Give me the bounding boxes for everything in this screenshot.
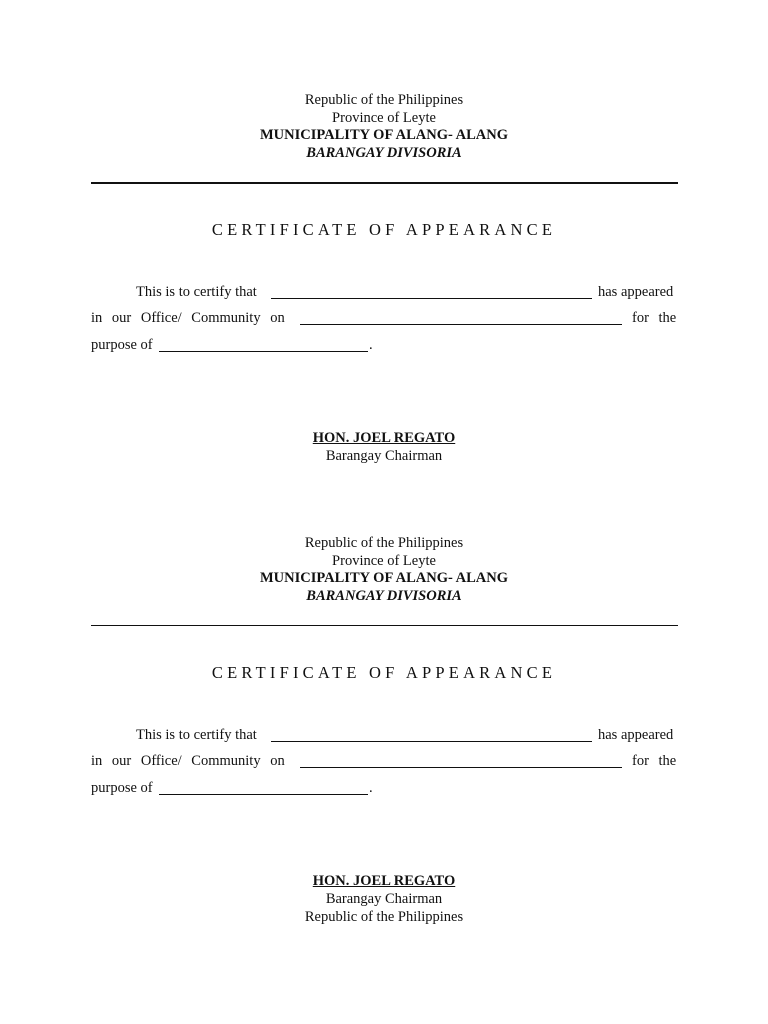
header-province: Province of Leyte: [332, 109, 436, 126]
signatory-name: HON. JOEL REGATO: [312, 430, 456, 446]
header-municipality: MUNICIPALITY OF ALANG- ALANG: [260, 127, 508, 143]
certificate-1: [0, 92, 768, 464]
header-province: Province of Leyte: [332, 552, 436, 569]
signatory-position: Barangay Chairman: [325, 448, 443, 464]
body-intro: This is to certify that: [136, 727, 257, 743]
body-intro: This is to certify that: [136, 284, 257, 300]
body-for-the: for the: [632, 310, 677, 326]
body-for-the: for the: [632, 753, 677, 769]
header-divider: [91, 625, 678, 626]
header-barangay: BARANGAY DIVISORIA: [306, 144, 462, 161]
header-divider: [91, 182, 678, 184]
header-municipality: MUNICIPALITY OF ALANG- ALANG: [260, 570, 508, 586]
purpose-blank: [159, 780, 368, 795]
purpose-blank: [159, 337, 368, 352]
date-blank: [300, 310, 622, 325]
date-blank: [300, 753, 622, 768]
signature-block: [0, 429, 768, 465]
header-barangay: BARANGAY DIVISORIA: [306, 587, 462, 604]
name-blank: [271, 727, 592, 742]
body-purpose-of: purpose of: [91, 780, 153, 796]
certificate-header: [0, 535, 768, 605]
signatory-footer: Republic of the Philippines: [304, 909, 464, 925]
body-has-appeared: has appeared: [598, 284, 674, 300]
header-country: Republic of the Philippines: [304, 92, 464, 108]
body-in-our: in our Office/ Community on: [91, 753, 285, 769]
signatory-position: Barangay Chairman: [325, 891, 443, 907]
signature-block: [0, 872, 768, 926]
body-purpose-of: purpose of: [91, 337, 153, 353]
body-period: .: [369, 780, 373, 796]
body-in-our: in our Office/ Community on: [91, 310, 285, 326]
header-country: Republic of the Philippines: [304, 535, 464, 551]
name-blank: [271, 284, 592, 299]
signatory-name: HON. JOEL REGATO: [312, 873, 456, 889]
certificate-2: [0, 535, 768, 925]
body-period: .: [369, 337, 373, 353]
certificate-title: CERTIFICATE OF APPEARANCE: [211, 220, 557, 239]
certificate-header: [0, 92, 768, 162]
body-has-appeared: has appeared: [598, 727, 674, 743]
certificate-title: CERTIFICATE OF APPEARANCE: [211, 663, 557, 682]
